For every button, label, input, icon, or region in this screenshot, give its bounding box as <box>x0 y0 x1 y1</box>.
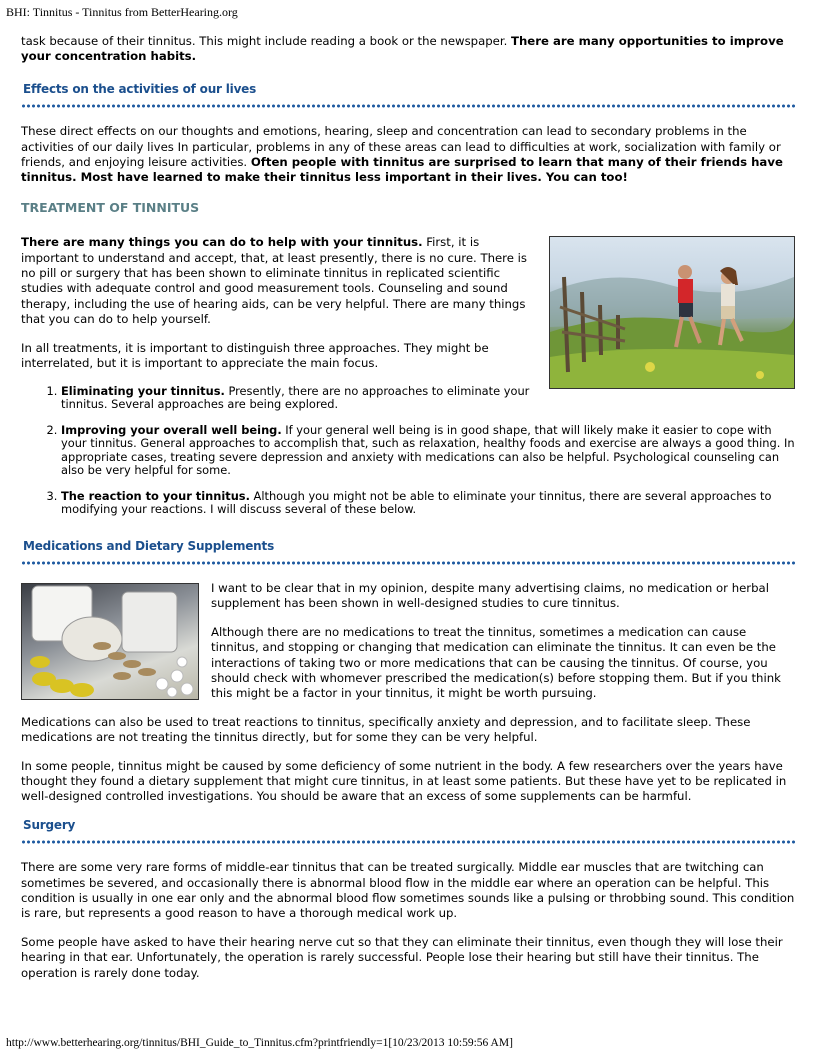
medications-heading: Medications and Dietary Supplements <box>23 538 275 553</box>
list-item-text: Although you might not be able to eliminate your tinnitus, there are several approaches to modifying your reactions. I will discuss several of these below. <box>61 488 772 516</box>
intro-text: task because of their tinnitus. This might include reading a book or the newspaper. <box>21 34 512 48</box>
approaches-list <box>21 385 795 517</box>
medications-paragraph-4: In some people, tinnitus might be caused by some deficiency of some nutrient in the body. A few researchers over the years have thought they found a dietary supplement that might cure tinnitus, in at least some patients. But these have yet to be replicated in well-designed controlled investigations. You should be aware that an excess of some supplements can be harmful. <box>21 758 787 804</box>
dotted-divider <box>21 561 795 565</box>
medications-paragraph-2: Although there are no medications to treat the tinnitus, sometimes a medication can cause tinnitus, and stopping or changing that medication can eliminate the tinnitus. It can even be the interactions of taking two or more medications that can be causing the tinnitus. Of course, you should check with whomever prescribed the medication(s) before stopping them. But if you think this might be a factor in your tinnitus, it might be worth pursuing. <box>211 624 781 701</box>
medications-paragraph-1: I want to be clear that in my opinion, despite many advertising claims, no medication or herbal supplement has been shown in well-designed studies to cure tinnitus. <box>211 580 769 611</box>
surgery-heading: Surgery <box>23 817 76 832</box>
medications-paragraph-3: Medications can also be used to treat reactions to tinnitus, specifically anxiety and depression, and to facilitate sleep. These medications are not treating the tinnitus directly, but for some they can be very helpful. <box>21 714 751 745</box>
effects-paragraph <box>21 124 795 186</box>
list-item-title: Improving your overall well being. <box>61 422 282 437</box>
surgery-paragraph-1: There are some very rare forms of middle-ear tinnitus that can be treated surgically. Middle ear muscles that are twitching can sometimes be severed, and occasionally there is abnormal blood flow in the middle ear where an operation can be helpful. This condition is usually in one ear only and the abnormal blood flow sometimes sounds like a pulsing or throbbing sound. This condition is rare, but represents a good reason to have a thorough medical work up. <box>21 860 795 921</box>
list-item-title: Eliminating your tinnitus. <box>61 383 225 398</box>
list-item-text: If your general well being is in good shape, that will likely make it easier to cope with your tinnitus. General approaches to accomplish that, such as relaxation, healthy foods and exercise are always a good thing. In appropriate cases, treating severe depression and anxiety with medications can also be helpful. Psychological counseling can also be very helpful for some. <box>61 422 795 477</box>
list-item-text: Presently, there are no approaches to eliminate your tinnitus. Several approaches are being explored. <box>61 383 530 411</box>
list-item <box>61 490 795 517</box>
list-item-title: The reaction to your tinnitus. <box>61 488 250 503</box>
treatment-heading: TREATMENT OF TINNITUS <box>21 199 200 215</box>
treatment-text: First, it is important to understand and accept, that, at least presently, there is no cure. There is no pill or surgery that has been shown to eliminate tinnitus in replicated scientific studies with adequate control and good measurement tools. Counseling and sound therapy, including the use of hearing aids, can be very helpful. There are many things that you can do to help yourself. <box>21 235 527 327</box>
surgery-paragraph-2: Some people have asked to have their hearing nerve cut so that they can eliminate their tinnitus, even though they will lose their hearing in that ear. Unfortunately, the operation is rarely successful. People lose their hearing but still have their tinnitus. The operation is rarely done today. <box>21 934 783 980</box>
effects-text: These direct effects on our thoughts and emotions, hearing, sleep and concentration can lead to secondary problems in the activities of our daily lives In particular, problems in any of these areas can lead to difficulties at work, socialization with family or friends, and enjoying leisure activities. <box>21 124 781 170</box>
article-body <box>21 34 795 994</box>
pills-illustration <box>22 584 198 699</box>
treatment-emphasis: There are many things you can do to help with your tinnitus. <box>21 235 423 250</box>
intro-emphasis: There are many opportunities to improve your concentration habits. <box>21 34 784 64</box>
dotted-divider <box>21 840 795 844</box>
intro-paragraph <box>21 34 795 65</box>
pills-photo <box>21 583 199 700</box>
runners-illustration <box>550 237 794 388</box>
print-header-title: BHI: Tinnitus - Tinnitus from BetterHearing.org <box>6 5 238 19</box>
runners-photo <box>549 236 795 389</box>
treatment-paragraph-2: In all treatments, it is important to distinguish three approaches. They might be interrelated, but it is important to appreciate the main focus. <box>21 340 489 371</box>
dotted-divider <box>21 104 795 108</box>
list-item <box>61 424 795 478</box>
print-footer-url: http://www.betterhearing.org/tinnitus/BHI_Guide_to_Tinnitus.cfm?printfriendly=1[10/23/2013 10:59:56 AM] <box>6 1037 513 1049</box>
effects-heading: Effects on the activities of our lives <box>23 81 257 96</box>
effects-emphasis: Often people with tinnitus are surprised to learn that many of their friends have tinnitus. Most have learned to make their tinnitus less important in their lives. You can too! <box>21 155 783 185</box>
